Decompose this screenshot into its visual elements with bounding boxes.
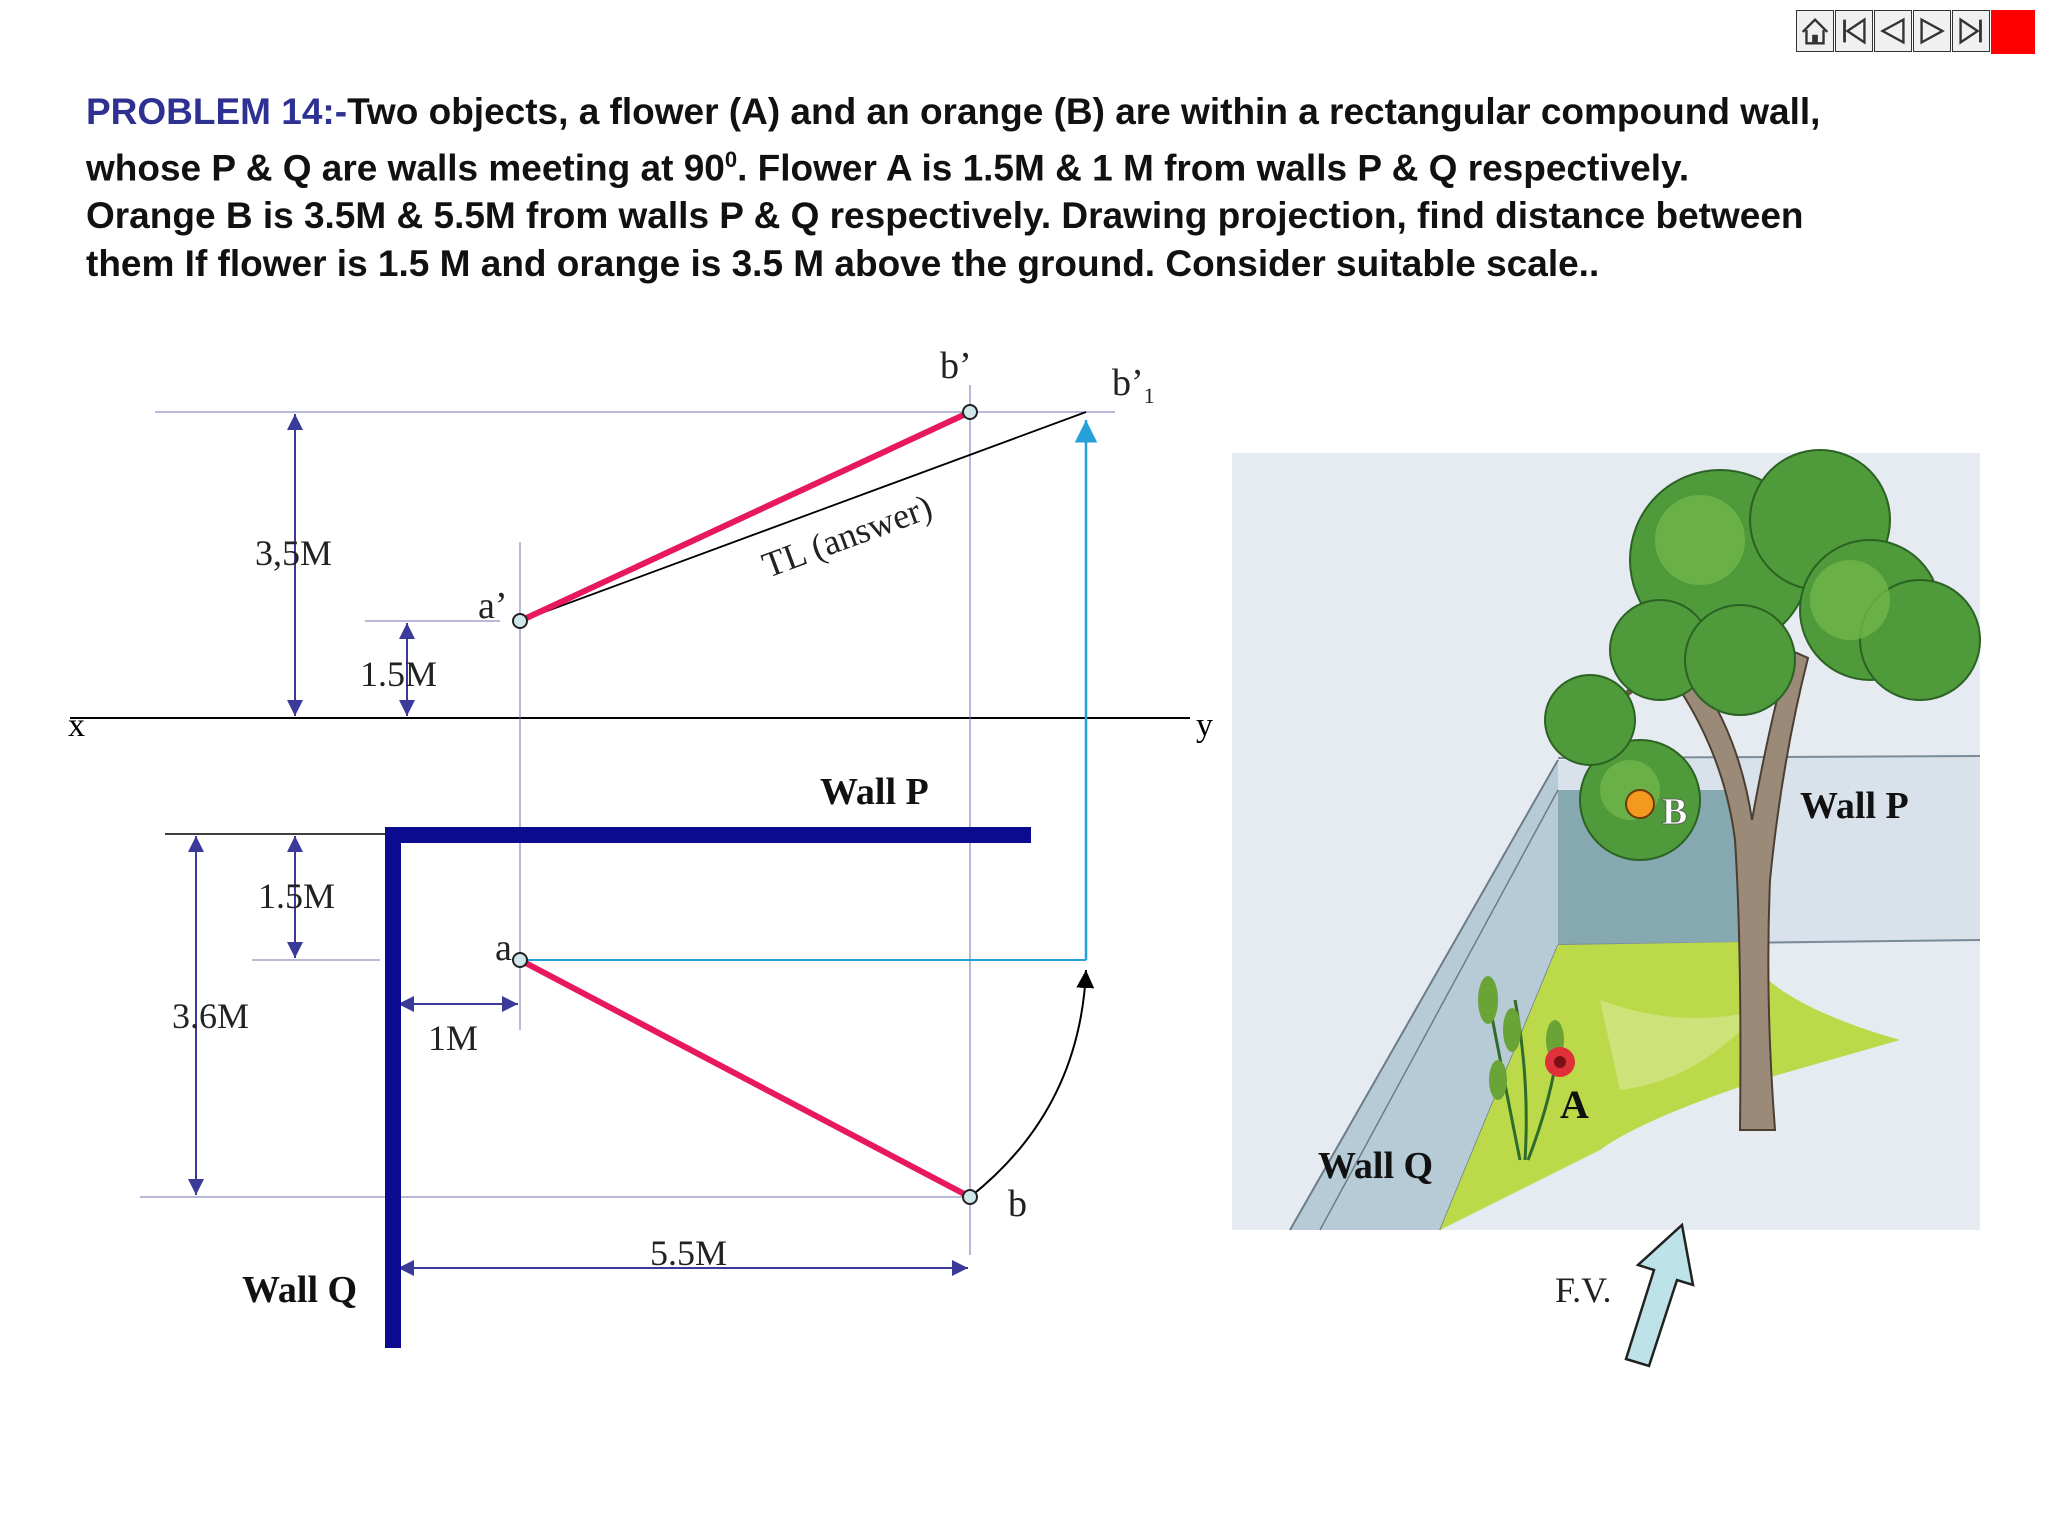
dim-1-5m-tv: 1.5M <box>258 876 336 916</box>
flower-a <box>1545 1047 1575 1077</box>
point-b-prime <box>963 405 977 419</box>
picture-label-a: A <box>1560 1082 1589 1127</box>
label-b-prime-1 <box>1112 362 1155 408</box>
orange-b <box>1626 790 1654 818</box>
problem-line-1: Two objects, a flower (A) and an orange (B) are within a rectangular compound wall, <box>347 91 1821 132</box>
picture-label-b: B <box>1662 791 1688 833</box>
dim-1-5m-fv: 1.5M <box>360 654 438 694</box>
problem-line-2-pre: whose P & Q are walls meeting at 90 <box>86 147 725 189</box>
label-b: b <box>1008 1183 1027 1225</box>
label-b-prime: b’ <box>940 345 972 387</box>
wall-q-label: Wall Q <box>242 1269 358 1311</box>
point-b <box>963 1190 977 1204</box>
dim-1m: 1M <box>428 1018 479 1058</box>
picture-wall-q: Wall Q <box>1318 1145 1434 1187</box>
label-a: a <box>495 927 512 969</box>
dim-3-6m: 3.6M <box>172 996 250 1036</box>
true-length-label: TL (answer) <box>756 486 938 586</box>
y-label: y <box>1196 707 1213 744</box>
point-a <box>513 953 527 967</box>
fv-label: F.V. <box>1555 1270 1612 1310</box>
top-view-line <box>520 960 970 1197</box>
true-length-line <box>520 412 1086 621</box>
x-label: x <box>68 707 85 744</box>
problem-line-3: Orange B is 3.5M & 5.5M from walls P & Q respectively. Drawing projection, find distance between <box>86 195 1804 237</box>
point-a-prime <box>513 614 527 628</box>
label-b-prime-1-sub: 1 <box>1143 383 1155 408</box>
label-a-prime: a’ <box>478 585 508 627</box>
problem-label: PROBLEM 14:- <box>86 91 348 132</box>
dim-5-5m: 5.5M <box>650 1233 728 1273</box>
problem-line-2-post: . Flower A is 1.5M & 1 M from walls P & Q respectively. <box>737 147 1690 189</box>
front-view-arrow <box>1626 1225 1693 1366</box>
wall-p-label: Wall P <box>820 771 929 813</box>
label-b-prime-1-main: b’ <box>1112 362 1144 404</box>
problem-superscript: 0 <box>724 147 738 172</box>
problem-line-4: them If flower is 1.5 M and orange is 3.5 M above the ground. Consider suitable scale.. <box>86 243 1600 285</box>
rotation-arc <box>970 970 1086 1197</box>
dim-3-5m: 3,5M <box>255 533 333 573</box>
picture-wall-p: Wall P <box>1800 785 1909 827</box>
garden-illustration <box>1232 450 1980 1230</box>
construction-lines <box>140 385 1115 1255</box>
